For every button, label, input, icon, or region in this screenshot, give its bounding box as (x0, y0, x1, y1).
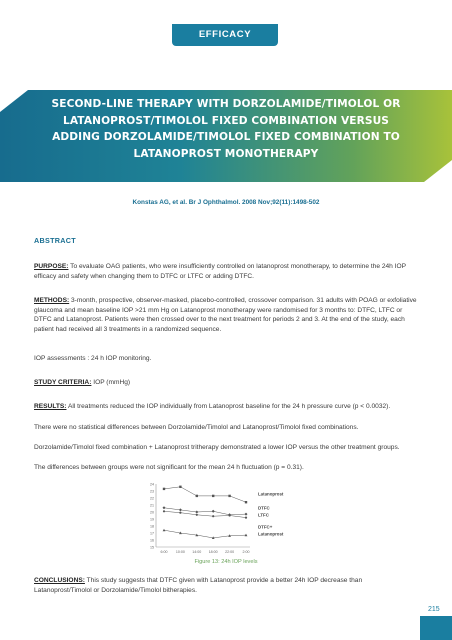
corner-decoration (420, 616, 452, 640)
chart-caption: Figure 13: 24h IOP levels (194, 559, 258, 565)
methods-text: 3-month, prospective, observer-masked, placebo-controlled, crossover comparison. 31 adults with POAG or exfoliative glaucoma and mean baseline IOP >21 mm Hg on Latanoprost monotherapy were randomised for 3 months to: DTFC, LTFC or DTFC and Latanoprost. Patients were then crossed over to the next treatment for periods 2 and 3. At the end of the study, each patient had received all 3 treatments in a randomized sequence. (34, 297, 417, 333)
x-tick-label: 18:00 (208, 550, 218, 554)
y-tick-label: 15 (150, 545, 154, 550)
data-point (196, 495, 198, 497)
x-tick-label: 2:00 (242, 550, 250, 554)
conclusions-text: This study suggests that DTFC given with Latanoprost provide a better 24h IOP decrease than Latanoprost/Timolol or Dorzolamide/Timolol bitherapies. (34, 577, 363, 594)
y-tick-label: 18 (150, 524, 154, 529)
legend-label: Latanoprost (258, 531, 284, 537)
series-line-1 (164, 508, 246, 515)
abstract-heading: ABSTRACT (34, 236, 76, 245)
purpose-label: PURPOSE: (34, 263, 69, 270)
methods-label: METHODS: (34, 297, 70, 304)
data-point (212, 515, 214, 517)
data-point (163, 488, 165, 490)
results-paragraph-4: The differences between groups were not significant for the mean 24 h fluctuation (p = 0.31). (34, 464, 304, 471)
y-tick-label: 20 (150, 510, 154, 515)
y-tick-label: 19 (150, 517, 154, 522)
data-point (163, 506, 166, 509)
section-tag: EFFICACY (172, 24, 278, 46)
x-tick-label: 14:00 (192, 550, 202, 554)
data-point (179, 508, 182, 511)
iop-chart-svg (142, 481, 312, 557)
legend-label: DTFC (258, 505, 270, 511)
results-paragraph-3: Dorzolamide/Timolol fixed combination + Latanoprost tritherapy demonstrated a lower IOP versus the other treatment groups. (34, 444, 400, 451)
criteria-label: STUDY CRITERIA: (34, 379, 92, 386)
x-tick-label: 6:00 (160, 550, 168, 554)
x-tick-label: 22:00 (225, 550, 235, 554)
results-text: All treatments reduced the IOP individually from Latanoprost baseline for the 24 h pressure curve (p < 0.0032). (66, 403, 391, 410)
series-line-0 (164, 487, 246, 502)
data-point (245, 513, 248, 516)
article-title: SECOND-LINE THERAPY WITH DORZOLAMIDE/TIMOLOL OR LATANOPROST/TIMOLOL FIXED COMBINATION VERSUS ADDING DORZOLAMIDE/TIMOLOL FIXED COMBINATION TO LATANOPROST MONOTHERAPY (51, 98, 401, 160)
y-tick-label: 16 (150, 538, 154, 543)
y-tick-label: 21 (150, 503, 154, 508)
results-paragraph (34, 402, 418, 412)
data-point (245, 501, 247, 503)
purpose-paragraph (34, 262, 418, 281)
banner-notch (0, 90, 28, 112)
data-point (228, 495, 230, 497)
banner-notch-right (424, 160, 452, 182)
y-tick-label: 17 (150, 531, 154, 536)
legend-label: Latanoprost (258, 491, 284, 497)
conclusions-label: CONCLUSIONS: (34, 577, 85, 584)
results-paragraph-2: There were no statistical differences between Dorzolamide/Timolol and Latanoprost/Timolol fixed combinations. (34, 424, 359, 431)
page-number: 215 (428, 606, 440, 613)
purpose-text: To evaluate OAG patients, who were insufficiently controlled on latanoprost monotherapy, to determine the 24h IOP efficacy and safety when changing them to DTFC or LTFC or adding DTFC. (34, 263, 406, 280)
data-point (212, 510, 215, 513)
results-label: RESULTS: (34, 403, 67, 410)
methods-paragraph (34, 296, 418, 334)
y-tick-label: 23 (150, 489, 154, 494)
citation-text: Konstas AG, et al. Br J Ophthalmol. 2008 Nov;92(11):1498-502 (132, 199, 320, 206)
legend-label: LTFC (258, 512, 269, 518)
criteria-text: IOP (mmHg) (91, 379, 131, 386)
data-point (245, 517, 247, 519)
data-point (212, 495, 214, 497)
methods-extra: IOP assessments : 24 h IOP monitoring. (34, 355, 152, 362)
legend-label: DTFC+ (258, 524, 273, 530)
y-tick-label: 22 (150, 496, 154, 501)
data-point (196, 514, 198, 516)
citation (0, 199, 452, 206)
data-point (179, 512, 181, 514)
y-tick-label: 24 (150, 482, 154, 487)
criteria-paragraph (34, 378, 418, 388)
series-line-3 (164, 530, 246, 538)
x-tick-label: 10:00 (175, 550, 185, 554)
data-point (179, 486, 181, 488)
conclusions-paragraph (34, 576, 418, 595)
data-point (229, 514, 231, 516)
data-point (163, 529, 166, 532)
data-point (195, 511, 198, 514)
data-point (163, 510, 165, 512)
